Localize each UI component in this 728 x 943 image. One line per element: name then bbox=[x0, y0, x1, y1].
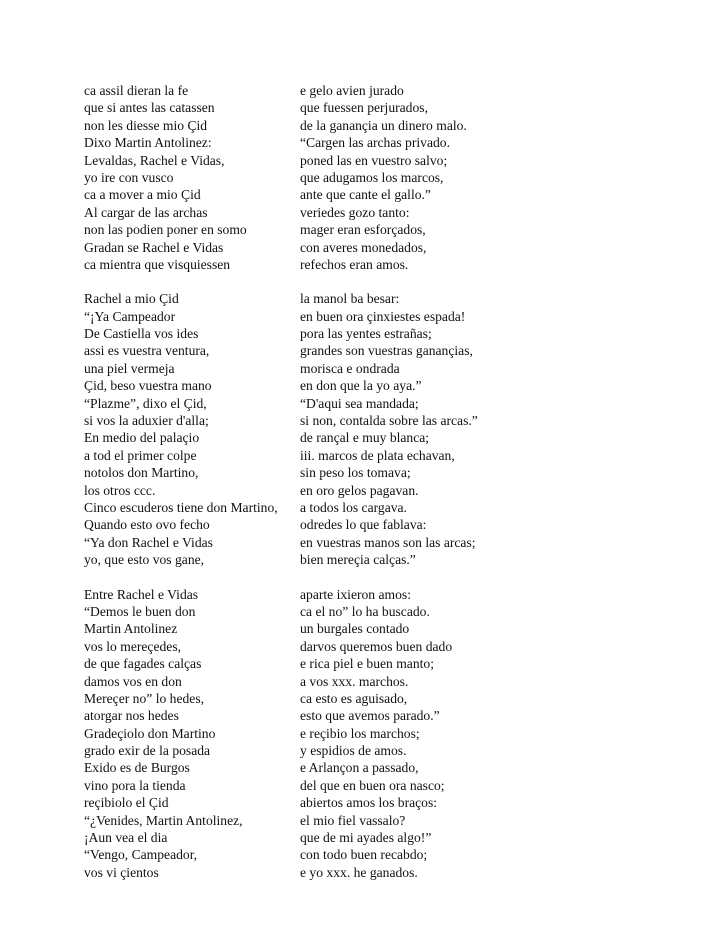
verse-line bbox=[84, 638, 644, 655]
verse-line bbox=[84, 117, 644, 134]
second-hemistich: en vuestras manos son las arcas; bbox=[300, 534, 476, 550]
second-hemistich: a vos xxx. marchos. bbox=[300, 673, 409, 689]
first-hemistich: Çid, beso vuestra mano bbox=[84, 378, 212, 394]
verse-line bbox=[84, 152, 644, 169]
verse-line bbox=[84, 221, 644, 238]
first-hemistich: yo, que esto vos gane, bbox=[84, 552, 205, 568]
first-hemistich: En medio del palaçio bbox=[84, 430, 200, 446]
first-hemistich: “Vengo, Campeador, bbox=[84, 847, 198, 863]
first-hemistich: si vos la aduxier d'alla; bbox=[84, 413, 209, 429]
second-hemistich: la manol ba besar: bbox=[300, 291, 400, 307]
second-hemistich: sin peso los tomava; bbox=[300, 465, 411, 481]
verse-line bbox=[84, 499, 644, 516]
verse-line bbox=[84, 134, 644, 151]
second-hemistich: aparte ixieron amos: bbox=[300, 586, 411, 602]
first-hemistich: Mereçer no” lo hedes, bbox=[84, 690, 205, 706]
second-hemistich: pora las yentes estrañas; bbox=[300, 326, 432, 342]
second-hemistich: e Arlançon a passado, bbox=[300, 760, 419, 776]
poem-stanza bbox=[84, 586, 644, 882]
verse-line bbox=[84, 794, 644, 811]
first-hemistich: Cinco escuderos tiene don Martino, bbox=[84, 499, 278, 515]
verse-line bbox=[84, 759, 644, 776]
first-hemistich: “Demos le buen don bbox=[84, 603, 196, 619]
second-hemistich: que de mi ayades algo!” bbox=[300, 830, 432, 846]
second-hemistich: con todo buen recabdo; bbox=[300, 847, 428, 863]
second-hemistich: e gelo avien jurado bbox=[300, 83, 404, 98]
poem-stanza bbox=[84, 290, 644, 568]
second-hemistich: y espidios de amos. bbox=[300, 743, 407, 759]
first-hemistich: vos lo mereçedes, bbox=[84, 638, 182, 654]
second-hemistich: un burgales contado bbox=[300, 621, 410, 637]
second-hemistich: veriedes gozo tanto: bbox=[300, 204, 410, 220]
second-hemistich: de la ganançia un dinero malo. bbox=[300, 117, 467, 133]
first-hemistich: “¡Ya Campeador bbox=[84, 308, 176, 324]
verse-line bbox=[84, 412, 644, 429]
first-hemistich: ca mientra que visquiessen bbox=[84, 256, 231, 272]
second-hemistich: bien mereçia calças.” bbox=[300, 552, 416, 568]
second-hemistich: e reçibio los marchos; bbox=[300, 725, 420, 741]
second-hemistich: e yo xxx. he ganados. bbox=[300, 864, 418, 880]
verse-line bbox=[84, 429, 644, 446]
first-hemistich: a tod el primer colpe bbox=[84, 447, 197, 463]
verse-line bbox=[84, 812, 644, 829]
second-hemistich: en oro gelos pagavan. bbox=[300, 482, 419, 498]
first-hemistich: Quando esto ovo fecho bbox=[84, 517, 210, 533]
verse-line bbox=[84, 395, 644, 412]
verse-line bbox=[84, 256, 644, 273]
second-hemistich: “Cargen las archas privado. bbox=[300, 135, 450, 151]
verse-line bbox=[84, 742, 644, 759]
second-hemistich: el mio fiel vassalo? bbox=[300, 812, 406, 828]
poem-page bbox=[84, 82, 644, 898]
first-hemistich: assi es vuestra ventura, bbox=[84, 343, 210, 359]
first-hemistich: ca assil dieran la fe bbox=[84, 83, 189, 98]
second-hemistich: “D'aqui sea mandada; bbox=[300, 395, 419, 411]
second-hemistich: iii. marcos de plata echavan, bbox=[300, 447, 455, 463]
verse-line bbox=[84, 482, 644, 499]
verse-line bbox=[84, 846, 644, 863]
verse-line bbox=[84, 169, 644, 186]
first-hemistich: Gradan se Rachel e Vidas bbox=[84, 239, 224, 255]
first-hemistich: Gradeçiolo don Martino bbox=[84, 725, 216, 741]
first-hemistich: Entre Rachel e Vidas bbox=[84, 586, 199, 602]
first-hemistich: atorgar nos hedes bbox=[84, 708, 179, 724]
first-hemistich: non les diesse mio Çid bbox=[84, 117, 208, 133]
verse-line bbox=[84, 204, 644, 221]
first-hemistich: los otros ccc. bbox=[84, 482, 156, 498]
second-hemistich: ante que cante el gallo.” bbox=[300, 187, 431, 203]
second-hemistich: e rica piel e buen manto; bbox=[300, 656, 434, 672]
first-hemistich: vos vi çientos bbox=[84, 864, 159, 880]
second-hemistich: abiertos amos los braços: bbox=[300, 795, 438, 811]
first-hemistich: notolos don Martino, bbox=[84, 465, 199, 481]
second-hemistich: ca el no” lo ha buscado. bbox=[300, 603, 430, 619]
second-hemistich: del que en buen ora nasco; bbox=[300, 777, 445, 793]
first-hemistich: vino pora la tienda bbox=[84, 777, 186, 793]
second-hemistich: con averes monedados, bbox=[300, 239, 427, 255]
first-hemistich: ¡Aun vea el dia bbox=[84, 830, 168, 846]
first-hemistich: Levaldas, Rachel e Vidas, bbox=[84, 152, 225, 168]
verse-line bbox=[84, 829, 644, 846]
second-hemistich: en don que la yo aya.” bbox=[300, 378, 422, 394]
first-hemistich: Rachel a mio Çid bbox=[84, 291, 179, 307]
first-hemistich: “¿Venides, Martin Antolinez, bbox=[84, 812, 243, 828]
first-hemistich: “Plazme”, dixo el Çid, bbox=[84, 395, 207, 411]
verse-line bbox=[84, 603, 644, 620]
verse-line bbox=[84, 690, 644, 707]
verse-line bbox=[84, 655, 644, 672]
second-hemistich: darvos queremos buen dado bbox=[300, 638, 453, 654]
verse-line bbox=[84, 186, 644, 203]
second-hemistich: que adugamos los marcos, bbox=[300, 169, 444, 185]
verse-line bbox=[84, 725, 644, 742]
verse-line bbox=[84, 673, 644, 690]
second-hemistich: si non, contalda sobre las arcas.” bbox=[300, 413, 478, 429]
first-hemistich: grado exir de la posada bbox=[84, 743, 211, 759]
first-hemistich: que si antes las catassen bbox=[84, 100, 215, 116]
first-hemistich: Martin Antolinez bbox=[84, 621, 178, 637]
second-hemistich: morisca e ondrada bbox=[300, 360, 400, 376]
first-hemistich: “Ya don Rachel e Vidas bbox=[84, 534, 213, 550]
verse-line bbox=[84, 99, 644, 116]
verse-line bbox=[84, 864, 644, 881]
verse-line bbox=[84, 360, 644, 377]
second-hemistich: esto que avemos parado.” bbox=[300, 708, 440, 724]
second-hemistich: a todos los cargava. bbox=[300, 499, 407, 515]
first-hemistich: non las podien poner en somo bbox=[84, 222, 247, 238]
second-hemistich: ca esto es aguisado, bbox=[300, 690, 408, 706]
first-hemistich: reçibiolo el Çid bbox=[84, 795, 169, 811]
verse-line bbox=[84, 239, 644, 256]
second-hemistich: poned las en vuestro salvo; bbox=[300, 152, 448, 168]
poem-stanza bbox=[84, 82, 644, 273]
first-hemistich: damos vos en don bbox=[84, 673, 182, 689]
second-hemistich: grandes son vuestras ganançias, bbox=[300, 343, 473, 359]
first-hemistich: ca a mover a mio Çid bbox=[84, 187, 201, 203]
verse-line bbox=[84, 308, 644, 325]
verse-line bbox=[84, 516, 644, 533]
verse-line bbox=[84, 82, 644, 99]
first-hemistich: De Castiella vos ides bbox=[84, 326, 199, 342]
verse-line bbox=[84, 707, 644, 724]
verse-line bbox=[84, 586, 644, 603]
verse-line bbox=[84, 620, 644, 637]
verse-line bbox=[84, 551, 644, 568]
first-hemistich: Exido es de Burgos bbox=[84, 760, 190, 776]
second-hemistich: que fuessen perjurados, bbox=[300, 100, 428, 116]
verse-line bbox=[84, 777, 644, 794]
first-hemistich: Al cargar de las archas bbox=[84, 204, 208, 220]
second-hemistich: mager eran esforçados, bbox=[300, 222, 426, 238]
first-hemistich: Dixo Martin Antolinez: bbox=[84, 135, 212, 151]
verse-line bbox=[84, 464, 644, 481]
verse-line bbox=[84, 447, 644, 464]
verse-line bbox=[84, 342, 644, 359]
verse-line bbox=[84, 290, 644, 307]
second-hemistich: en buen ora çinxiestes espada! bbox=[300, 308, 466, 324]
first-hemistich: yo ire con vusco bbox=[84, 169, 174, 185]
second-hemistich: refechos eran amos. bbox=[300, 256, 409, 272]
second-hemistich: odredes lo que fablava: bbox=[300, 517, 427, 533]
verse-line bbox=[84, 377, 644, 394]
verse-line bbox=[84, 534, 644, 551]
first-hemistich: de que fagades calças bbox=[84, 656, 202, 672]
verse-line bbox=[84, 325, 644, 342]
first-hemistich: una piel vermeja bbox=[84, 360, 175, 376]
second-hemistich: de rançal e muy blanca; bbox=[300, 430, 430, 446]
